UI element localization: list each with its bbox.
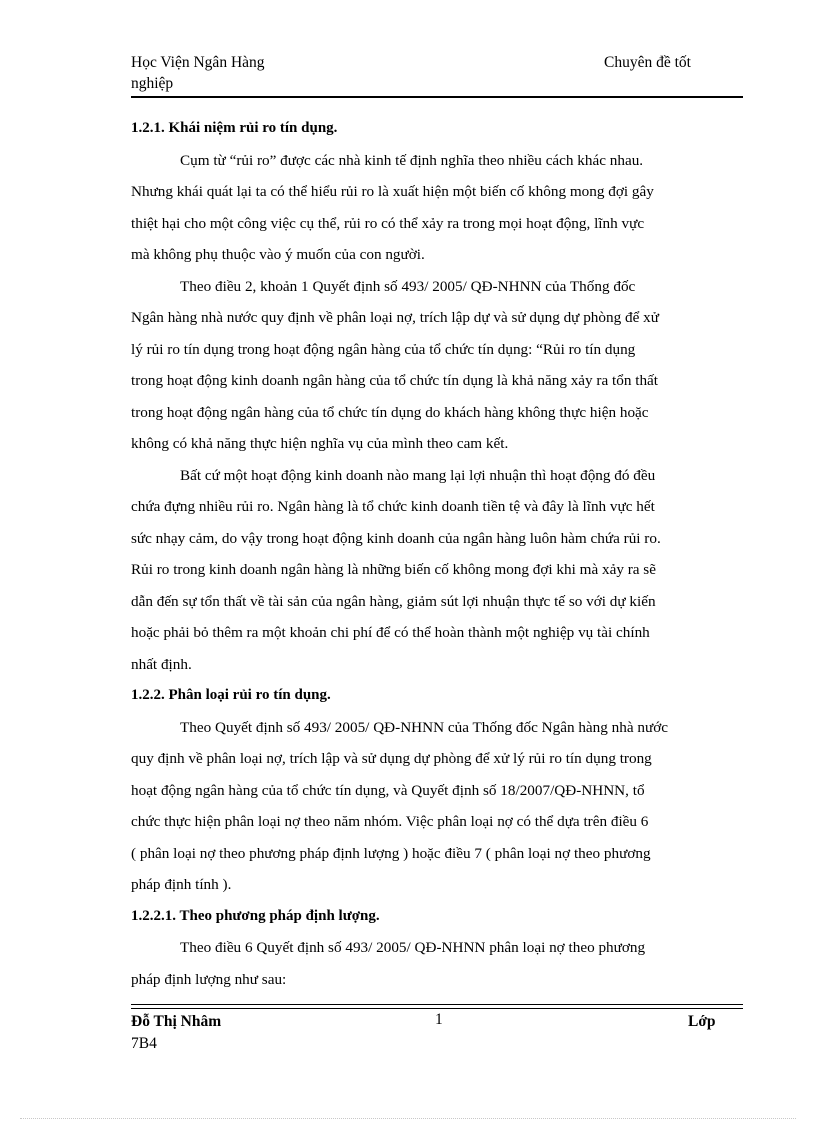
- paragraph-line: pháp định tính ).: [131, 876, 232, 893]
- paragraph-line: ( phân loại nợ theo phương pháp định lượng ) hoặc điều 7 ( phân loại nợ theo phương: [131, 844, 651, 862]
- header-title: Chuyên đề tốt: [604, 54, 691, 71]
- paragraph-1: [131, 145, 743, 271]
- paragraph-line: Ngân hàng nhà nước quy định về phân loại nợ, trích lập dự và sử dụng dự phòng để xử: [131, 309, 659, 326]
- paragraph-line: trong hoạt động ngân hàng của tổ chức tín dụng do khách hàng không thực hiện hoặc: [131, 403, 649, 421]
- paragraph-line: Theo điều 2, khoản 1 Quyết định số 493/ 2005/ QĐ-NHNN của Thống đốc: [180, 277, 636, 295]
- paragraph-line: Cụm từ “rủi ro” được các nhà kinh tế định nghĩa theo nhiều cách khác nhau.: [180, 151, 644, 169]
- footer-page-number: 1: [435, 1011, 443, 1028]
- paragraph-line: Theo Quyết định số 493/ 2005/ QĐ-NHNN của Thống đốc Ngân hàng nhà nước: [180, 718, 668, 736]
- paragraph-line: hoạt động ngân hàng của tổ chức tín dụng, và Quyết định số 18/2007/QĐ-NHNN, tổ: [131, 781, 645, 799]
- paragraph-line: Bất cứ một hoạt động kinh doanh nào mang lại lợi nhuận thì hoạt động đó đều: [180, 466, 656, 484]
- paragraph-line: chức thực hiện phân loại nợ theo năm nhóm. Việc phân loại nợ có thể dựa trên điều 6: [131, 813, 649, 830]
- header-institution: Học Viện Ngân Hàng: [131, 54, 265, 71]
- paragraph-line: mà không phụ thuộc vào ý muốn của con người.: [131, 246, 425, 263]
- paragraph-line: dẫn đến sự tổn thất về tài sản của ngân hàng, giảm sút lợi nhuận thực tế so với dự kiến: [131, 592, 656, 610]
- paragraph-line: lý rủi ro tín dụng trong hoạt động ngân hàng của tổ chức tín dụng: “Rủi ro tín dụng: [131, 340, 636, 358]
- paragraph-line: nhất định.: [131, 655, 192, 673]
- paragraph-4: [131, 712, 743, 901]
- paragraph-line: pháp định lượng như sau:: [131, 970, 287, 988]
- paragraph-line: quy định về phân loại nợ, trích lập và sử dụng dự phòng để xử lý rủi ro tín dụng trong: [131, 750, 652, 767]
- paragraph-line: không có khả năng thực hiện nghĩa vụ của mình theo cam kết.: [131, 435, 509, 452]
- footer-author: Đỗ Thị Nhâm: [131, 1013, 222, 1030]
- paragraph-line: Rủi ro trong kinh doanh ngân hàng là những biến cố không mong đợi khi mà xảy ra sẽ: [131, 561, 656, 578]
- paragraph-line: Theo điều 6 Quyết định số 493/ 2005/ QĐ-NHNN phân loại nợ theo phương: [180, 939, 646, 956]
- footer-class-code: 7B4: [131, 1035, 157, 1052]
- paragraph-line: trong hoạt động kinh doanh ngân hàng của tổ chức tín dụng là khả năng xảy ra tổn thất: [131, 372, 659, 389]
- paragraph-3: [131, 460, 743, 681]
- paragraph-line: hoặc phải bỏ thêm ra một khoản chi phí để có thể hoàn thành một nghiệp vụ tài chính: [131, 624, 650, 641]
- paragraph-line: thiệt hại cho một công việc cụ thể, rủi ro có thể xảy ra trong mọi hoạt động, lĩnh vực: [131, 214, 645, 232]
- footer-class-label: Lớp: [688, 1013, 716, 1030]
- document-body: [131, 113, 743, 995]
- page-bottom-dotted-line: [20, 1118, 796, 1119]
- footer-divider-top: [131, 1004, 743, 1005]
- paragraph-line: chứa đựng nhiều rủi ro. Ngân hàng là tổ chức kinh doanh tiền tệ và đây là lĩnh vực hết: [131, 498, 655, 515]
- section-heading-1-2-1: 1.2.1. Khái niệm rủi ro tín dụng.: [131, 120, 338, 136]
- section-heading-1-2-2-1: 1.2.2.1. Theo phương pháp định lượng.: [131, 907, 380, 924]
- header-institution-wrap: nghiệp: [131, 75, 174, 92]
- paragraph-5: [131, 932, 743, 995]
- paragraph-line: Nhưng khái quát lại ta có thể hiểu rủi ro là xuất hiện một biến cố không mong đợi gây: [131, 183, 654, 200]
- paragraph-line: sức nhạy cảm, do vậy trong hoạt động kinh doanh của ngân hàng luôn hàm chứa rủi ro.: [131, 529, 661, 547]
- page-header: [131, 52, 743, 98]
- section-heading-1-2-2: 1.2.2. Phân loại rủi ro tín dụng.: [131, 687, 331, 703]
- header-divider: [131, 96, 743, 98]
- paragraph-2: [131, 271, 743, 460]
